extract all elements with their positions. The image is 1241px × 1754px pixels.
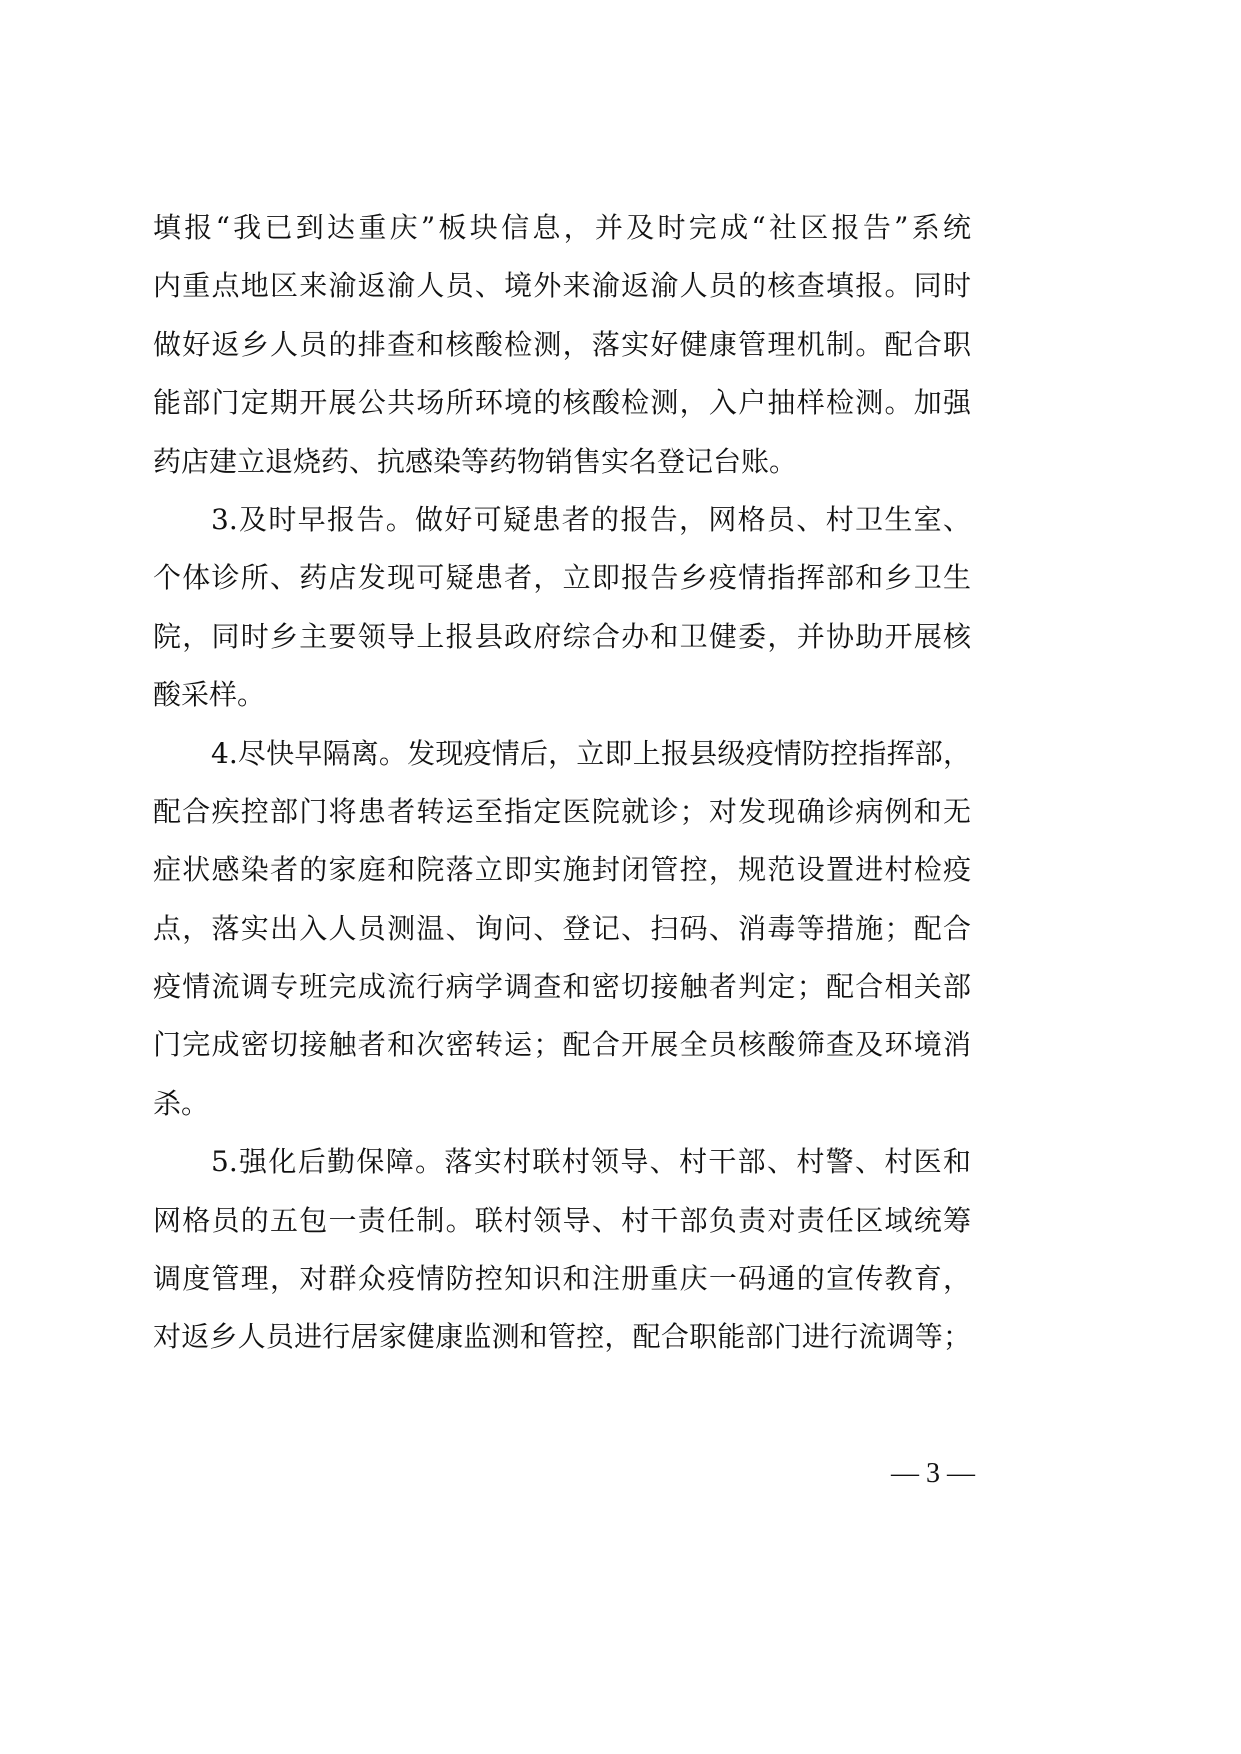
text-line: 院，同时乡主要领导上报县政府综合办和卫健委，并协助开展核: [153, 619, 971, 653]
text-line: 疫情流调专班完成流行病学调查和密切接触者判定；配合相关部: [153, 970, 971, 1004]
paragraph-early-report: [153, 491, 971, 725]
text-line: 5.强化后勤保障。落实村联村领导、村干部、村警、村医和: [211, 1145, 971, 1179]
paragraph-logistics: [153, 1133, 971, 1367]
text-line: 酸采样。: [153, 678, 266, 712]
text-line: 对返乡人员进行居家健康监测和管控，配合职能部门进行流调等；: [153, 1320, 971, 1354]
text-line: 填报“我已到达重庆”板块信息，并及时完成“社区报告”系统: [153, 211, 971, 244]
text-line: 点，落实出入人员测温、询问、登记、扫码、消毒等措施；配合: [153, 911, 971, 945]
text-line: 个体诊所、药店发现可疑患者，立即报告乡疫情指挥部和乡卫生: [153, 561, 971, 595]
text-line: 做好返乡人员的排查和核酸检测，落实好健康管理机制。配合职: [153, 327, 971, 361]
text-line: 调度管理，对群众疫情防控知识和注册重庆一码通的宣传教育，: [153, 1262, 971, 1296]
paragraph-continued: [153, 199, 971, 491]
text-line: 药店建立退烧药、抗感染等药物销售实名登记台账。: [153, 444, 798, 478]
text-line: 内重点地区来渝返渝人员、境外来渝返渝人员的核查填报。同时: [153, 269, 971, 303]
body-text: [153, 199, 971, 1367]
text-line: 门完成密切接触者和次密转运；配合开展全员核酸筛查及环境消: [153, 1028, 971, 1062]
page-number: — 3 —: [891, 1458, 975, 1489]
text-line: 症状感染者的家庭和院落立即实施封闭管控，规范设置进村检疫: [153, 853, 971, 887]
text-line: 配合疾控部门将患者转运至指定医院就诊；对发现确诊病例和无: [153, 794, 971, 828]
text-line: 4.尽快早隔离。发现疫情后，立即上报县级疫情防控指挥部，: [211, 736, 971, 770]
text-line: 3.及时早报告。做好可疑患者的报告，网格员、村卫生室、: [211, 502, 971, 536]
text-line: 网格员的五包一责任制。联村领导、村干部负责对责任区域统筹: [153, 1203, 971, 1237]
paragraph-early-isolation: [153, 725, 971, 1134]
text-line: 能部门定期开展公共场所环境的核酸检测，入户抽样检测。加强: [153, 386, 971, 420]
text-line: 杀。: [153, 1086, 210, 1120]
